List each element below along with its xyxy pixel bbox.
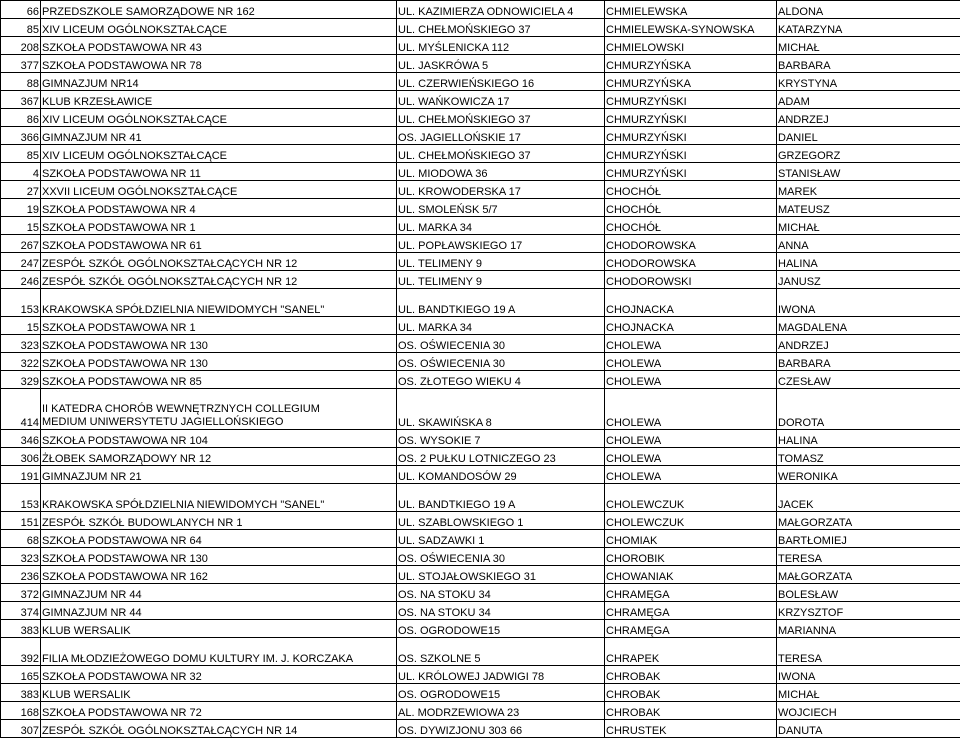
table-row <box>1 1 960 19</box>
last-name: CHOLEWA <box>605 335 777 353</box>
last-name: CHROBAK <box>605 702 777 720</box>
school-name: FILIA MŁODZIEŻOWEGO DOMU KULTURY IM. J. KORCZAKA <box>41 638 397 666</box>
address: UL. SKAWIŃSKA 8 <box>397 389 605 430</box>
row-number: 367 <box>1 91 41 109</box>
school-name: SZKOŁA PODSTAWOWA NR 32 <box>41 666 397 684</box>
first-name: TOMASZ <box>777 448 960 466</box>
first-name: STANISŁAW <box>777 163 960 181</box>
last-name: CHOLEWA <box>605 371 777 389</box>
table-row <box>1 684 960 702</box>
last-name: CHOROBIK <box>605 548 777 566</box>
address: UL. KAZIMIERZA ODNOWICIELA 4 <box>397 1 605 19</box>
table-row <box>1 720 960 738</box>
address: UL. MIODOWA 36 <box>397 163 605 181</box>
row-number: 151 <box>1 512 41 530</box>
school-name: SZKOŁA PODSTAWOWA NR 1 <box>41 217 397 235</box>
last-name: CHODOROWSKA <box>605 235 777 253</box>
school-name: KRAKOWSKA SPÓŁDZIELNIA NIEWIDOMYCH "SANEL" <box>41 484 397 512</box>
address: UL. JASKRÓWA 5 <box>397 55 605 73</box>
last-name: CHMURZYŃSKA <box>605 73 777 91</box>
last-name: CHODOROWSKA <box>605 253 777 271</box>
school-name: GIMNAZJUM NR 44 <box>41 602 397 620</box>
first-name: BARBARA <box>777 353 960 371</box>
first-name: KRYSTYNA <box>777 73 960 91</box>
last-name: CHODOROWSKI <box>605 271 777 289</box>
first-name: WOJCIECH <box>777 702 960 720</box>
last-name: CHRAMĘGA <box>605 602 777 620</box>
first-name: TERESA <box>777 638 960 666</box>
table-row <box>1 217 960 235</box>
address: OS. ZŁOTEGO WIEKU 4 <box>397 371 605 389</box>
row-number: 377 <box>1 55 41 73</box>
table-row <box>1 620 960 638</box>
table-row <box>1 289 960 317</box>
first-name: MICHAŁ <box>777 684 960 702</box>
address: OS. SZKOLNE 5 <box>397 638 605 666</box>
first-name: GRZEGORZ <box>777 145 960 163</box>
address: UL. SADZAWKI 1 <box>397 530 605 548</box>
address: UL. BANDTKIEGO 19 A <box>397 484 605 512</box>
table-row <box>1 371 960 389</box>
school-name: XIV LICEUM OGÓLNOKSZTAŁCĄCE <box>41 19 397 37</box>
last-name: CHMURZYŃSKI <box>605 109 777 127</box>
last-name: CHOLEWA <box>605 389 777 430</box>
last-name: CHOJNACKA <box>605 317 777 335</box>
address: UL. MYŚLENICKA 112 <box>397 37 605 55</box>
last-name: CHOJNACKA <box>605 289 777 317</box>
school-name: SZKOŁA PODSTAWOWA NR 1 <box>41 317 397 335</box>
last-name: CHROBAK <box>605 666 777 684</box>
row-number: 322 <box>1 353 41 371</box>
address: UL. MARKA 34 <box>397 217 605 235</box>
school-name: XIV LICEUM OGÓLNOKSZTAŁCĄCE <box>41 145 397 163</box>
row-number: 307 <box>1 720 41 738</box>
table-row <box>1 512 960 530</box>
table-row <box>1 448 960 466</box>
last-name: CHMURZYŃSKI <box>605 145 777 163</box>
row-number: 86 <box>1 109 41 127</box>
table-row <box>1 127 960 145</box>
last-name: CHOLEWCZUK <box>605 484 777 512</box>
address: UL. KRÓLOWEJ JADWIGI 78 <box>397 666 605 684</box>
last-name: CHOLEWA <box>605 353 777 371</box>
address: AL. MODRZEWIOWA 23 <box>397 702 605 720</box>
school-name: ZESPÓŁ SZKÓŁ OGÓLNOKSZTAŁCĄCYCH NR 12 <box>41 253 397 271</box>
address: UL. CHEŁMOŃSKIEGO 37 <box>397 19 605 37</box>
school-name: SZKOŁA PODSTAWOWA NR 11 <box>41 163 397 181</box>
address: UL. KOMANDOSÓW 29 <box>397 466 605 484</box>
address: UL. SZABLOWSKIEGO 1 <box>397 512 605 530</box>
row-number: 323 <box>1 548 41 566</box>
first-name: DANIEL <box>777 127 960 145</box>
table-row <box>1 530 960 548</box>
row-number: 306 <box>1 448 41 466</box>
table-row <box>1 335 960 353</box>
row-number: 15 <box>1 217 41 235</box>
row-number: 383 <box>1 620 41 638</box>
school-name: PRZEDSZKOLE SAMORZĄDOWE NR 162 <box>41 1 397 19</box>
table-row <box>1 253 960 271</box>
table-row <box>1 638 960 666</box>
last-name: CHOLEWCZUK <box>605 512 777 530</box>
address: OS. OGRODOWE15 <box>397 620 605 638</box>
table-row <box>1 109 960 127</box>
school-name: SZKOŁA PODSTAWOWA NR 130 <box>41 335 397 353</box>
table-row <box>1 271 960 289</box>
first-name: JANUSZ <box>777 271 960 289</box>
school-name: GIMNAZJUM NR 44 <box>41 584 397 602</box>
first-name: MATEUSZ <box>777 199 960 217</box>
table-row <box>1 317 960 335</box>
address: OS. 2 PUŁKU LOTNICZEGO 23 <box>397 448 605 466</box>
last-name: CHOWANIAK <box>605 566 777 584</box>
row-number: 19 <box>1 199 41 217</box>
address: UL. MARKA 34 <box>397 317 605 335</box>
last-name: CHOMIAK <box>605 530 777 548</box>
row-number: 329 <box>1 371 41 389</box>
row-number: 246 <box>1 271 41 289</box>
row-number: 392 <box>1 638 41 666</box>
address: UL. POPŁAWSKIEGO 17 <box>397 235 605 253</box>
table-row <box>1 145 960 163</box>
row-number: 27 <box>1 181 41 199</box>
first-name: BARBARA <box>777 55 960 73</box>
address: OS. OGRODOWE15 <box>397 684 605 702</box>
school-name: KLUB WERSALIK <box>41 684 397 702</box>
table-row <box>1 548 960 566</box>
last-name: CHROBAK <box>605 684 777 702</box>
last-name: CHOCHÓŁ <box>605 217 777 235</box>
table-row <box>1 389 960 430</box>
first-name: ADAM <box>777 91 960 109</box>
first-name: HALINA <box>777 430 960 448</box>
table-row <box>1 235 960 253</box>
last-name: CHOCHÓŁ <box>605 199 777 217</box>
school-name: SZKOŁA PODSTAWOWA NR 4 <box>41 199 397 217</box>
first-name: CZESŁAW <box>777 371 960 389</box>
address: OS. DYWIZJONU 303 66 <box>397 720 605 738</box>
first-name: ANNA <box>777 235 960 253</box>
first-name: KRZYSZTOF <box>777 602 960 620</box>
first-name: HALINA <box>777 253 960 271</box>
table-row <box>1 37 960 55</box>
address: OS. JAGIELLOŃSKIE 17 <box>397 127 605 145</box>
row-number: 85 <box>1 19 41 37</box>
last-name: CHMURZYŃSKI <box>605 127 777 145</box>
first-name: WERONIKA <box>777 466 960 484</box>
last-name: CHOLEWA <box>605 448 777 466</box>
address: UL. STOJAŁOWSKIEGO 31 <box>397 566 605 584</box>
first-name: BOLESŁAW <box>777 584 960 602</box>
table-body <box>1 1 960 738</box>
row-number: 85 <box>1 145 41 163</box>
table-row <box>1 73 960 91</box>
school-name: SZKOŁA PODSTAWOWA NR 85 <box>41 371 397 389</box>
row-number: 66 <box>1 1 41 19</box>
table-row <box>1 181 960 199</box>
row-number: 372 <box>1 584 41 602</box>
last-name: CHRUSTEK <box>605 720 777 738</box>
row-number: 165 <box>1 666 41 684</box>
address: OS. WYSOKIE 7 <box>397 430 605 448</box>
last-name: CHMIELEWSKA-SYNOWSKA <box>605 19 777 37</box>
row-number: 236 <box>1 566 41 584</box>
row-number: 267 <box>1 235 41 253</box>
address: OS. OŚWIECENIA 30 <box>397 335 605 353</box>
address: UL. CHEŁMOŃSKIEGO 37 <box>397 109 605 127</box>
school-name: ZESPÓŁ SZKÓŁ OGÓLNOKSZTAŁCĄCYCH NR 12 <box>41 271 397 289</box>
table-row <box>1 702 960 720</box>
school-name: GIMNAZJUM NR 41 <box>41 127 397 145</box>
last-name: CHMIELOWSKI <box>605 37 777 55</box>
row-number: 208 <box>1 37 41 55</box>
school-name: SZKOŁA PODSTAWOWA NR 130 <box>41 548 397 566</box>
table-row <box>1 55 960 73</box>
row-number: 383 <box>1 684 41 702</box>
address: UL. CZERWIEŃSKIEGO 16 <box>397 73 605 91</box>
address: OS. OŚWIECENIA 30 <box>397 353 605 371</box>
row-number: 366 <box>1 127 41 145</box>
row-number: 153 <box>1 484 41 512</box>
school-name: SZKOŁA PODSTAWOWA NR 104 <box>41 430 397 448</box>
row-number: 168 <box>1 702 41 720</box>
school-name: SZKOŁA PODSTAWOWA NR 64 <box>41 530 397 548</box>
first-name: IWONA <box>777 289 960 317</box>
address: UL. TELIMENY 9 <box>397 271 605 289</box>
last-name: CHMURZYŃSKI <box>605 163 777 181</box>
address: UL. SMOLEŃSK 5/7 <box>397 199 605 217</box>
row-number: 346 <box>1 430 41 448</box>
row-number: 191 <box>1 466 41 484</box>
table-row <box>1 484 960 512</box>
school-name: ZESPÓŁ SZKÓŁ BUDOWLANYCH NR 1 <box>41 512 397 530</box>
table-row <box>1 666 960 684</box>
school-name: II KATEDRA CHORÓB WEWNĘTRZNYCH COLLEGIUM MEDIUM UNIWERSYTETU JAGIELLOŃSKIEGO <box>41 389 397 430</box>
first-name: KATARZYNA <box>777 19 960 37</box>
school-name: SZKOŁA PODSTAWOWA NR 130 <box>41 353 397 371</box>
last-name: CHRAPEK <box>605 638 777 666</box>
table-row <box>1 584 960 602</box>
address: OS. OŚWIECENIA 30 <box>397 548 605 566</box>
first-name: ALDONA <box>777 1 960 19</box>
school-name: ZESPÓŁ SZKÓŁ OGÓLNOKSZTAŁCĄCYCH NR 14 <box>41 720 397 738</box>
first-name: MAGDALENA <box>777 317 960 335</box>
last-name: CHRAMĘGA <box>605 620 777 638</box>
address: OS. NA STOKU 34 <box>397 602 605 620</box>
address: UL. BANDTKIEGO 19 A <box>397 289 605 317</box>
address: UL. KROWODERSKA 17 <box>397 181 605 199</box>
row-number: 4 <box>1 163 41 181</box>
first-name: MAŁGORZATA <box>777 512 960 530</box>
address: UL. TELIMENY 9 <box>397 253 605 271</box>
first-name: MICHAŁ <box>777 217 960 235</box>
school-name: XIV LICEUM OGÓLNOKSZTAŁCĄCE <box>41 109 397 127</box>
address: UL. WAŃKOWICZA 17 <box>397 91 605 109</box>
row-number: 68 <box>1 530 41 548</box>
first-name: DANUTA <box>777 720 960 738</box>
last-name: CHOLEWA <box>605 466 777 484</box>
first-name: BARTŁOMIEJ <box>777 530 960 548</box>
last-name: CHMURZYŃSKA <box>605 55 777 73</box>
table-row <box>1 163 960 181</box>
first-name: MARIANNA <box>777 620 960 638</box>
first-name: TERESA <box>777 548 960 566</box>
first-name: JACEK <box>777 484 960 512</box>
row-number: 247 <box>1 253 41 271</box>
school-name: SZKOŁA PODSTAWOWA NR 61 <box>41 235 397 253</box>
row-number: 153 <box>1 289 41 317</box>
table-row <box>1 353 960 371</box>
first-name: MICHAŁ <box>777 37 960 55</box>
last-name: CHMURZYŃSKI <box>605 91 777 109</box>
row-number: 414 <box>1 389 41 430</box>
last-name: CHRAMĘGA <box>605 584 777 602</box>
school-name: GIMNAZJUM NR 21 <box>41 466 397 484</box>
address: OS. NA STOKU 34 <box>397 584 605 602</box>
row-number: 374 <box>1 602 41 620</box>
school-name: KRAKOWSKA SPÓŁDZIELNIA NIEWIDOMYCH "SANEL" <box>41 289 397 317</box>
last-name: CHOLEWA <box>605 430 777 448</box>
table-row <box>1 466 960 484</box>
address: UL. CHEŁMOŃSKIEGO 37 <box>397 145 605 163</box>
table-row <box>1 602 960 620</box>
first-name: DOROTA <box>777 389 960 430</box>
school-name: SZKOŁA PODSTAWOWA NR 72 <box>41 702 397 720</box>
first-name: ANDRZEJ <box>777 109 960 127</box>
school-name: ŻŁOBEK SAMORZĄDOWY NR 12 <box>41 448 397 466</box>
table-row <box>1 91 960 109</box>
first-name: MAŁGORZATA <box>777 566 960 584</box>
table-row <box>1 199 960 217</box>
table-row <box>1 19 960 37</box>
school-name: GIMNAZJUM NR14 <box>41 73 397 91</box>
school-name: SZKOŁA PODSTAWOWA NR 162 <box>41 566 397 584</box>
school-name: SZKOŁA PODSTAWOWA NR 43 <box>41 37 397 55</box>
school-name: KLUB KRZESŁAWICE <box>41 91 397 109</box>
first-name: ANDRZEJ <box>777 335 960 353</box>
table-row <box>1 430 960 448</box>
school-name: SZKOŁA PODSTAWOWA NR 78 <box>41 55 397 73</box>
first-name: MAREK <box>777 181 960 199</box>
table-row <box>1 566 960 584</box>
row-number: 323 <box>1 335 41 353</box>
last-name: CHOCHÓŁ <box>605 181 777 199</box>
school-name: XXVII LICEUM OGÓLNOKSZTAŁCĄCE <box>41 181 397 199</box>
first-name: IWONA <box>777 666 960 684</box>
row-number: 88 <box>1 73 41 91</box>
row-number: 15 <box>1 317 41 335</box>
school-name: KLUB WERSALIK <box>41 620 397 638</box>
last-name: CHMIELEWSKA <box>605 1 777 19</box>
